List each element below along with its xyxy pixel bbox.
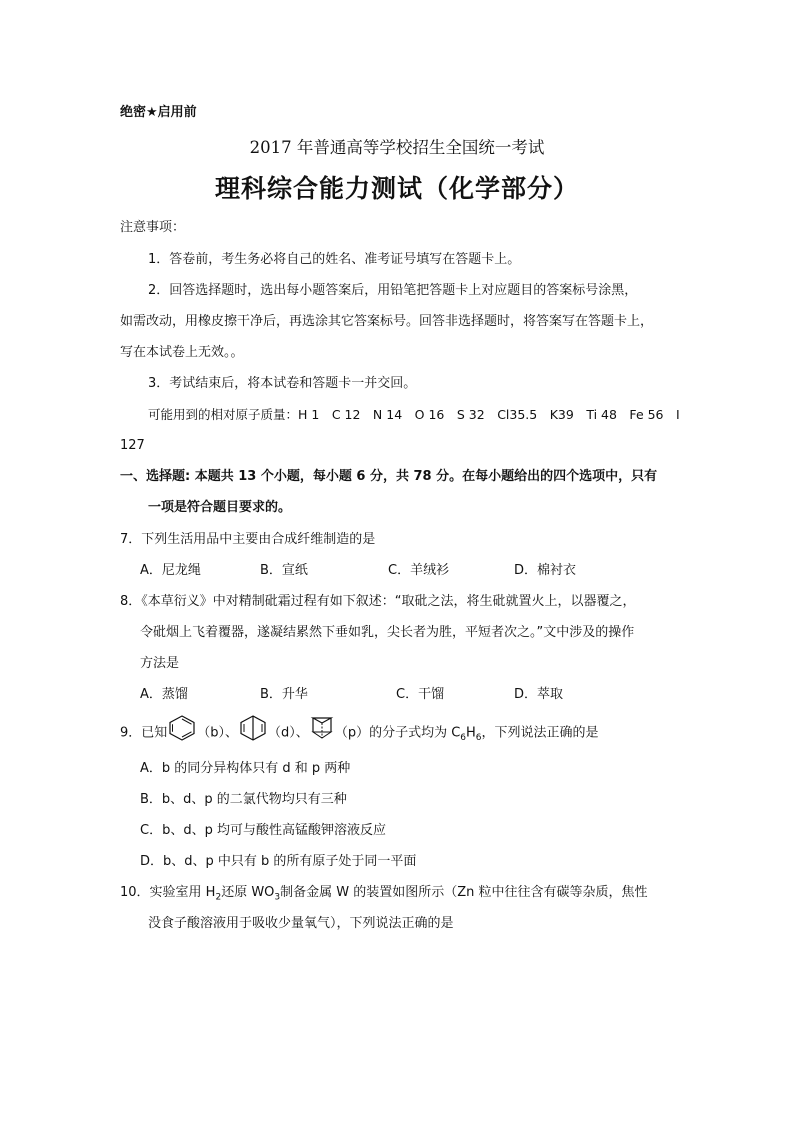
q7-stem: 7．下列生活用品中主要由合成纤维制造的是 — [120, 532, 376, 547]
q9-option-c: C．b、d、p 均可与酸性高锰酸钾溶液反应 — [140, 823, 386, 838]
q8-option-a: A．蒸馏 — [140, 687, 188, 702]
q9-option-a: A．b 的同分异构体只有 d 和 p 两种 — [140, 761, 351, 776]
q9-stem-part-3: （d）、 — [268, 725, 309, 741]
q7-option-d: D．棉衬衣 — [514, 563, 577, 578]
q7-option-a: A．尼龙绳 — [140, 563, 201, 578]
q10-subscript-2: 3 — [274, 892, 281, 903]
q8-stem-line-3: 方法是 — [140, 656, 180, 671]
page-title: 理科综合能力测试（化学部分） — [214, 174, 579, 203]
q9-stem — [120, 715, 599, 751]
q9-stem-part-2: （b）、 — [197, 725, 239, 741]
notes-heading: 注意事项： — [120, 220, 186, 235]
q10-stem-part-3: 制备金属 W 的装置如图所示（Zn 粒中往往含有碳等杂质，焦性 — [280, 885, 648, 900]
q8-stem-line-1: 8．《本草衍义》中对精制砒霜过程有如下叙述：“取砒之法，将生砒就置火上，以器覆之， — [120, 594, 636, 609]
q7-option-c: C．羊绒衫 — [388, 563, 450, 578]
exam-name: 2017 年普通高等学校招生全国统一考试 — [249, 138, 545, 157]
note-3: 3．考试结束后，将本试卷和答题卡一并交回。 — [148, 376, 417, 391]
atomic-mass-line-1: 可能用到的相对原子质量：H 1 C 12 N 14 O 16 S 32 Cl35.5 K39 Ti 48 Fe 56 I — [148, 407, 680, 422]
q10-subscript-1: 2 — [215, 892, 222, 903]
q9-subscript-1: 6 — [460, 733, 467, 744]
q8-stem-line-2: 令砒烟上飞着覆器，遂凝结累然下垂如乳，尖长者为胜，平短者次之。”文中涉及的操作 — [140, 625, 635, 640]
q8-option-c: C．干馏 — [396, 687, 445, 702]
dewar-benzene-structure-icon — [239, 715, 267, 751]
prismane-structure-icon — [310, 715, 334, 751]
note-2-line-3: 写在本试卷上无效。。 — [120, 345, 244, 360]
q8-option-d: D．萃取 — [514, 687, 564, 702]
q9-subscript-2: 6 — [475, 733, 482, 744]
q7-option-b: B．宣纸 — [260, 563, 308, 578]
section-1-heading-line-1: 一、选择题: 本题共 13 个小题，每小题 6 分，共 78 分。在每小题给出的四个选项中，只有 — [120, 469, 658, 484]
note-1: 1．答卷前，考生务必将自己的姓名、准考证号填写在答题卡上。 — [148, 252, 521, 267]
atomic-mass-line-2: 127 — [120, 438, 145, 453]
section-1-heading-line-2: 一项是符合题目要求的。 — [148, 500, 292, 515]
confidential-label: 绝密★启用前 — [120, 105, 197, 120]
benzene-structure-icon — [168, 715, 196, 751]
q8-option-b: B．升华 — [260, 687, 308, 702]
note-2-line-1: 2．回答选择题时，选出每小题答案后，用铅笔把答题卡上对应题目的答案标号涂黑， — [148, 283, 638, 298]
q9-stem-part-1: 9．已知 — [120, 725, 168, 741]
note-2-line-2: 如需改动，用橡皮擦干净后，再选涂其它答案标号。回答非选择题时，将答案写在答题卡上， — [120, 314, 654, 329]
q10-stem-line-1 — [120, 884, 648, 902]
q9-stem-part-5: H — [466, 725, 476, 741]
q9-stem-part-6: ，下列说法正确的是 — [481, 725, 599, 741]
q10-stem-part-1: 10．实验室用 H — [120, 885, 216, 900]
q9-option-d: D．b、d、p 中只有 b 的所有原子处于同一平面 — [140, 854, 417, 869]
q9-stem-part-4: （p）的分子式均为 C — [334, 725, 461, 741]
q9-option-b: B．b、d、p 的二氯代物均只有三种 — [140, 792, 347, 807]
q10-stem-line-2: 没食子酸溶液用于吸收少量氧气），下列说法正确的是 — [148, 916, 454, 931]
q10-stem-part-2: 还原 WO — [221, 885, 275, 900]
